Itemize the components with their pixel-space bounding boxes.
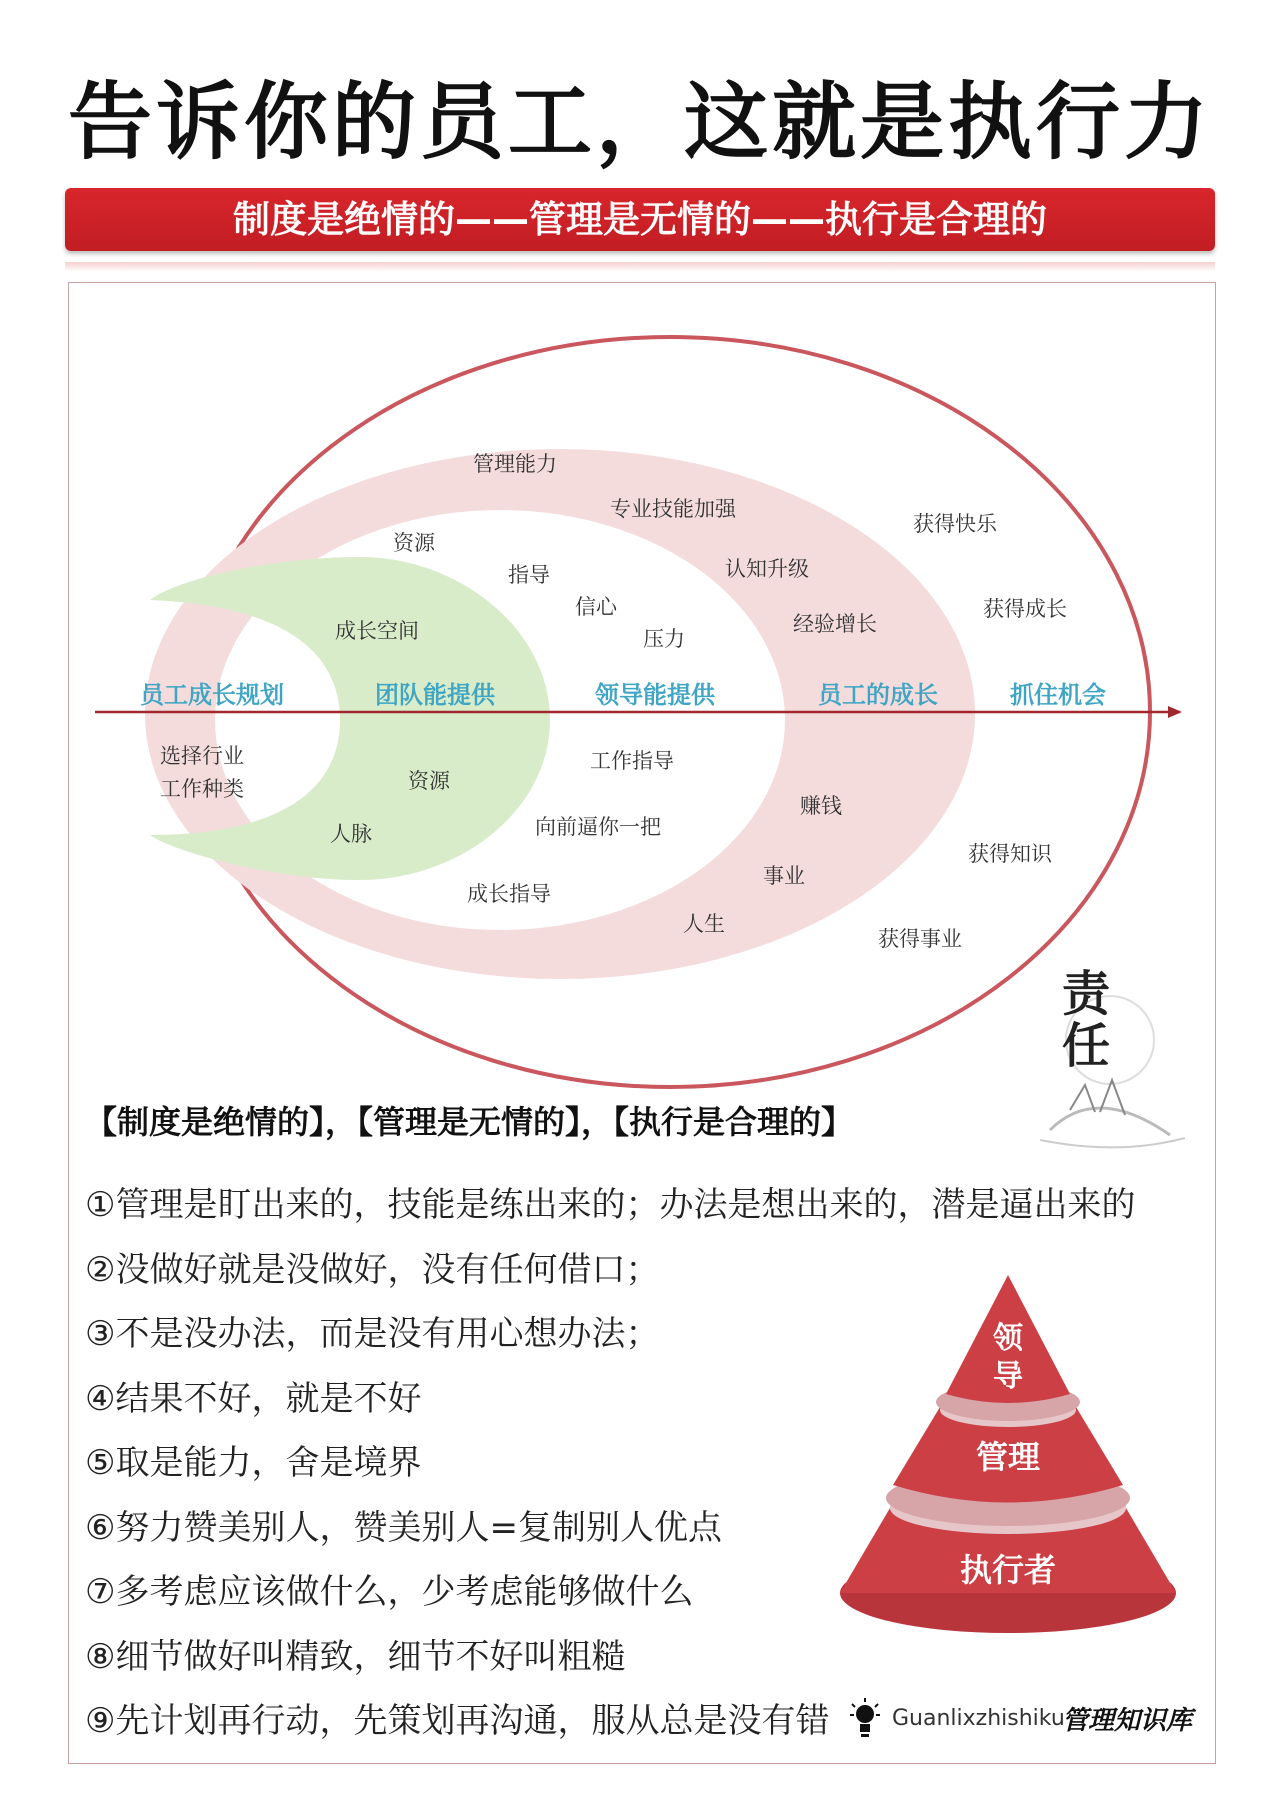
pyramid-label-management: 管理 [975,1438,1040,1476]
pink-label: 专业技能加强 [610,497,736,521]
list-item: ⑨先计划再行动，先策划再沟通，服从总是没有错 [85,1701,830,1741]
page-title: 告诉你的员工，这就是执行力 [67,73,1212,171]
banner: 制度是绝情的——管理是无情的——执行是合理的 [65,188,1215,251]
white-label: 压力 [643,627,685,651]
outer-label: 获得快乐 [913,512,997,536]
white-label: 指导 [508,563,550,587]
green-label: 人脉 [330,822,372,846]
white-label: 信心 [575,595,617,619]
brand-handle: Guanlixzhishiku [892,1706,1065,1731]
left-label: 工作种类 [160,777,244,801]
outer-label: 获得事业 [878,927,962,951]
axis-label-employee-growth: 员工的成长 [818,681,938,709]
list-item: ⑧细节做好叫精致，细节不好叫粗糙 [85,1636,626,1677]
white-label: 工作指导 [590,749,674,773]
white-label: 向前逼你一把 [535,815,661,839]
pink-label: 经验增长 [793,612,877,636]
green-label: 成长空间 [335,619,419,643]
seal-text: 责任 [1062,966,1111,1074]
pink-label: 事业 [763,864,805,888]
pink-label: 人生 [683,912,725,936]
axis-label-team-provides: 团队能提供 [375,681,495,709]
outer-label: 获得成长 [983,597,1067,621]
outer-label: 获得知识 [968,842,1052,866]
list-item: ⑤取是能力，舍是境界 [85,1443,422,1483]
white-label: 成长指导 [467,882,551,906]
motto: 【制度是绝情的】，【管理是无情的】，【执行是合理的】 [85,1103,854,1141]
green-label: 资源 [408,769,450,793]
list-item: ⑥努力赞美别人，赞美别人=复制别人优点 [85,1507,722,1548]
pink-label: 管理能力 [473,452,557,476]
white-label: 资源 [393,531,435,555]
pink-label: 认知升级 [725,557,809,581]
list-item: ③不是没办法，而是没有用心想办法； [85,1314,660,1354]
axis-label-seize-opportunity: 抓住机会 [1010,681,1106,709]
lightbulb-icon [850,1698,880,1746]
list-item: ①管理是盯出来的，技能是练出来的；办法是想出来的，潜是逼出来的 [85,1185,1136,1225]
axis-label-leader-provides: 领导能提供 [595,681,715,709]
pyramid-label-executor: 执行者 [959,1551,1056,1589]
list-item: ⑦多考虑应该做什么，少考虑能够做什么 [85,1572,694,1612]
list-item: ②没做好就是没做好，没有任何借口； [85,1249,660,1290]
axis-label-employee-plan: 员工成长规划 [140,681,284,709]
pink-label: 赚钱 [800,794,842,818]
left-label: 选择行业 [160,744,244,768]
pyramid-label-leader: 领导 [993,1321,1023,1394]
brand-name: 管理知识库 [1062,1706,1193,1736]
list-item: ④结果不好，就是不好 [85,1378,422,1419]
